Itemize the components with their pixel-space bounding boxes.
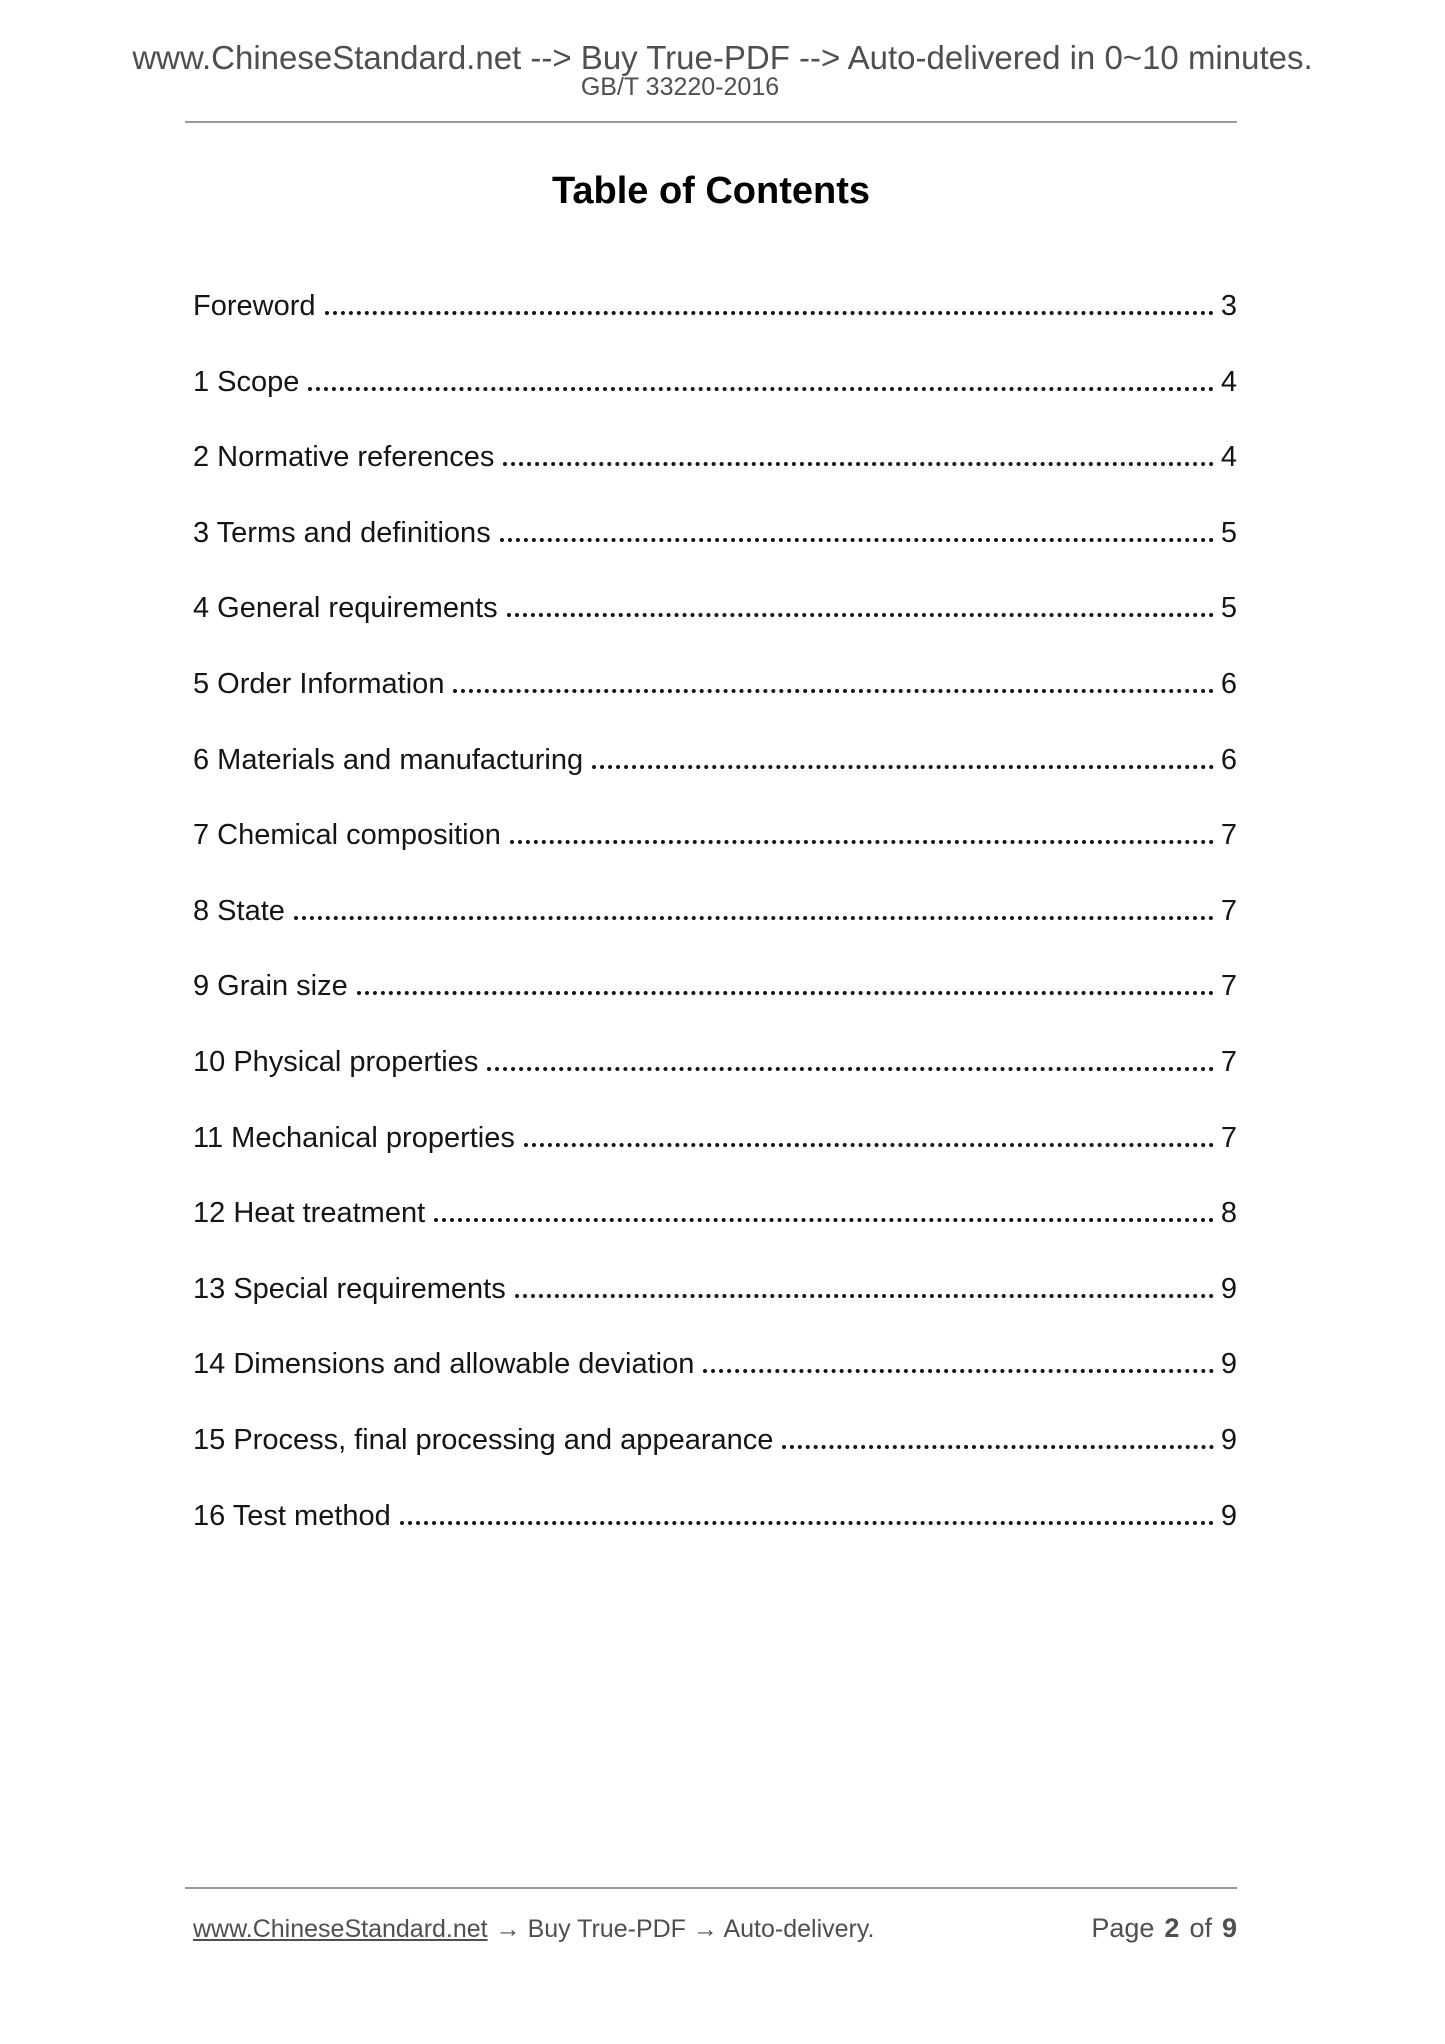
toc-entry [193, 288, 1237, 324]
toc-entry-dot-leader [400, 1521, 1214, 1525]
toc-entry-page: 3 [1220, 290, 1237, 322]
toc-entry-page: 7 [1220, 1121, 1237, 1154]
toc-entry [193, 742, 1237, 778]
toc-entry [193, 1498, 1237, 1534]
toc-entry [193, 817, 1237, 853]
page-title: Table of Contents [551, 170, 871, 212]
toc-entry-label: 12 Heat treatment [193, 1197, 426, 1230]
footer-tagline-text: → Buy True-PDF → Auto-delivery. [495, 1915, 875, 1943]
toc-entry-dot-leader [487, 1067, 1214, 1071]
toc-entry-label: 15 Process, final processing and appearance [193, 1423, 774, 1456]
toc-entry-page: 4 [1220, 365, 1237, 398]
toc-entry [193, 1422, 1237, 1458]
toc-entry-label: 5 Order Information [193, 667, 445, 700]
toc-entry-dot-leader [434, 1218, 1214, 1222]
toc-entry [193, 1195, 1237, 1231]
toc-entry-dot-leader [515, 1294, 1214, 1298]
toc-entry-label: 14 Dimensions and allowable deviation [193, 1348, 695, 1381]
toc-entry [193, 515, 1237, 551]
toc-entry-dot-leader [308, 387, 1213, 391]
toc-entry-page: 7 [1220, 970, 1237, 1003]
toc-entry-label: 11 Mechanical properties [193, 1121, 515, 1154]
toc-entry-dot-leader [782, 1445, 1213, 1449]
toc-entry-dot-leader [453, 689, 1213, 693]
page-indicator-label: Page [1091, 1913, 1155, 1943]
toc-entry-dot-leader [510, 840, 1214, 844]
toc-entry-label: 1 Scope [193, 365, 300, 398]
toc-entry-page: 9 [1220, 1348, 1237, 1381]
footer-divider [185, 1887, 1237, 1889]
toc-entry [193, 1346, 1237, 1382]
toc-entry-page: 4 [1220, 441, 1237, 474]
toc-entry [193, 968, 1237, 1004]
toc-entry-page: 9 [1220, 1423, 1237, 1456]
toc-entry-dot-leader [507, 613, 1214, 617]
toc-list [193, 288, 1237, 1573]
toc-entry-dot-leader [357, 991, 1214, 995]
toc-entry-page: 9 [1220, 1272, 1237, 1305]
page-indicator-current: 2 [1164, 1913, 1180, 1943]
footer-tagline [193, 1913, 874, 1945]
footer-link[interactable]: www.ChineseStandard.net [193, 1915, 488, 1943]
page-indicator-total: 9 [1221, 1913, 1237, 1943]
toc-entry-label: 3 Terms and definitions [193, 516, 491, 549]
footer [193, 1912, 1237, 1945]
toc-entry-page: 8 [1220, 1197, 1237, 1230]
toc-entry [193, 439, 1237, 475]
toc-entry [193, 893, 1237, 929]
toc-entry-dot-leader [325, 311, 1214, 315]
toc-entry-dot-leader [294, 916, 1214, 920]
page-indicator [1091, 1912, 1237, 1944]
toc-entry-label: Foreword [193, 290, 316, 322]
toc-entry-label: 7 Chemical composition [193, 819, 501, 852]
toc-entry [193, 1271, 1237, 1307]
doc-number: GB/T 33220-2016 [580, 73, 780, 101]
toc-entry-dot-leader [500, 538, 1214, 542]
header-banner: www.ChineseStandard.net --> Buy True-PDF --> Auto-delivered in 0~10 minutes. [132, 39, 1313, 76]
toc-entry-dot-leader [524, 1143, 1214, 1147]
toc-entry-page: 7 [1220, 819, 1237, 852]
toc-entry-label: 8 State [193, 894, 285, 927]
toc-entry-page: 5 [1220, 516, 1237, 549]
toc-entry [193, 666, 1237, 702]
toc-entry [193, 1120, 1237, 1156]
toc-entry-page: 5 [1220, 592, 1237, 625]
toc-entry-dot-leader [503, 462, 1213, 466]
toc-entry-page: 6 [1220, 743, 1237, 776]
toc-entry-label: 2 Normative references [193, 441, 495, 474]
toc-entry-label: 9 Grain size [193, 970, 348, 1003]
toc-entry [193, 1044, 1237, 1080]
toc-entry-dot-leader [703, 1369, 1213, 1373]
toc-entry-page: 6 [1220, 667, 1237, 700]
toc-entry-label: 6 Materials and manufacturing [193, 743, 584, 776]
toc-entry-label: 4 General requirements [193, 592, 498, 625]
toc-entry [193, 590, 1237, 626]
toc-entry-page: 7 [1220, 1045, 1237, 1078]
toc-entry-page: 7 [1220, 894, 1237, 927]
page-indicator-of: of [1189, 1913, 1212, 1943]
toc-entry-page: 9 [1220, 1499, 1237, 1532]
toc-entry-label: 10 Physical properties [193, 1045, 479, 1078]
toc-entry [193, 364, 1237, 400]
toc-entry-dot-leader [592, 765, 1214, 769]
toc-entry-label: 16 Test method [193, 1499, 391, 1532]
toc-entry-label: 13 Special requirements [193, 1272, 506, 1305]
header-divider [185, 121, 1237, 123]
